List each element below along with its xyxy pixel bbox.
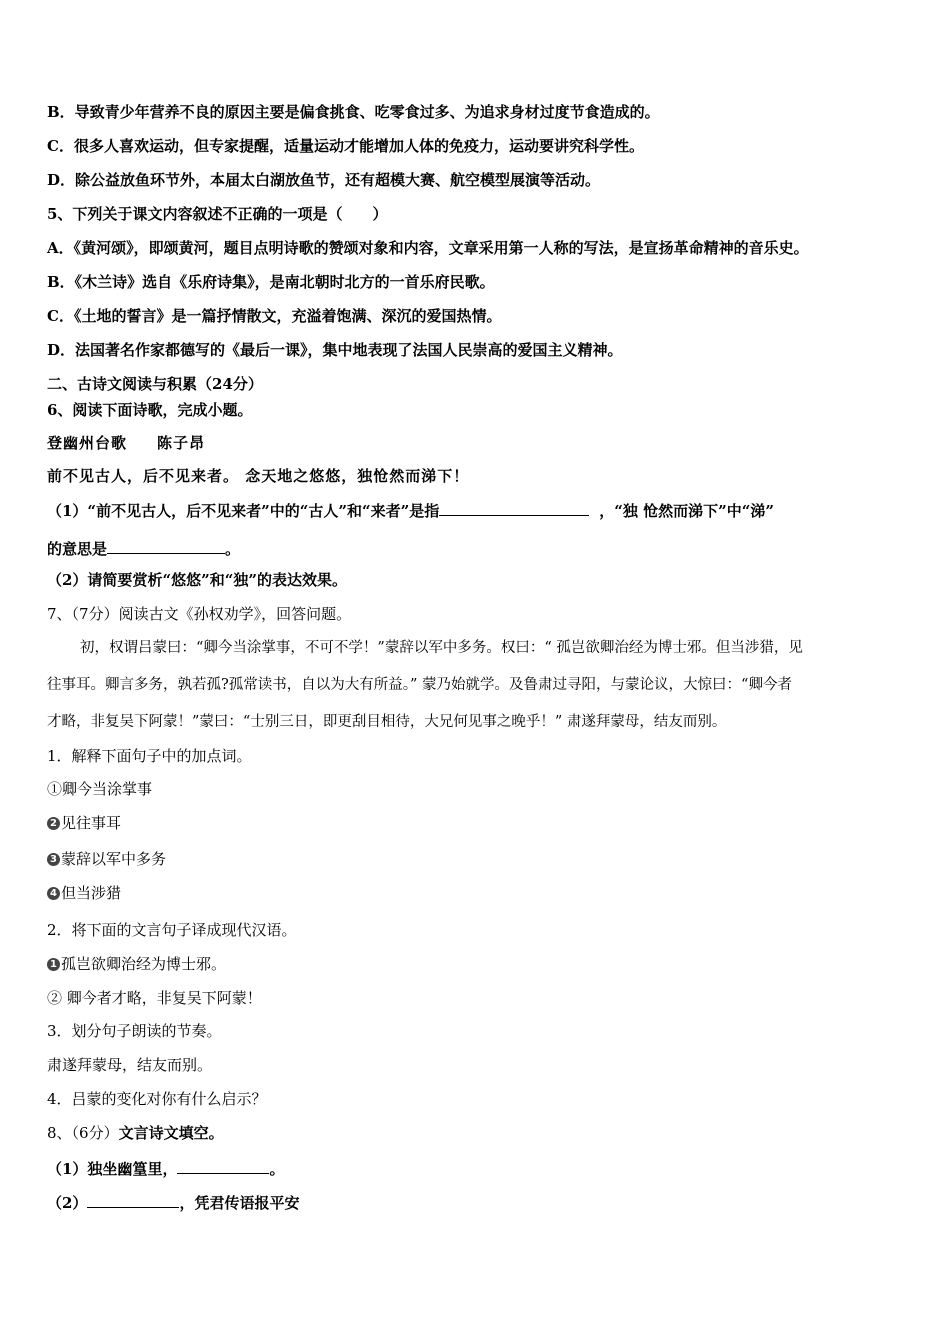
poem-author: 陈子昂 [157, 434, 206, 452]
q7-passage-line-1: 初，权谓吕蒙曰：“卿今当涂掌事，不可不学！”蒙辞以军中多务。权曰：“ 孤岂欲卿治经为博士邪。但当涉猎，见 [80, 640, 803, 656]
q8-sub1 [47, 1157, 284, 1179]
q6-sub1-line1 [47, 499, 774, 521]
q8-sub1-end: 。 [269, 1160, 285, 1178]
circled-4-icon: 4 [47, 887, 60, 900]
q8-sub2 [47, 1191, 299, 1213]
circled-3-icon: 3 [47, 853, 60, 866]
q7-task-2-item-2: ② 卿今者才略，非复吴下阿蒙！ [47, 989, 262, 1007]
q8-instruction: 文言诗文填空。 [118, 1124, 224, 1142]
q5-option-d: D．法国著名作家都德写的《最后一课》，集中地表现了法国人民崇高的爱国主义精神。 [47, 341, 623, 359]
q7-passage-line-2: 往事耳。卿言多务，孰若孤?孤常读书，自以为大有所益。” 蒙乃始就学。及鲁肃过寻阳，与蒙论议，大惊曰：“卿今者 [47, 677, 792, 693]
q7-task-2-item-1-text: 孤岂欲卿治经为博士邪。 [61, 955, 227, 973]
q8-score: 8、（6分） [47, 1124, 119, 1142]
poem-text: 前不见古人，后不见来者。 念天地之悠悠，独怆然而涕下！ [47, 467, 470, 485]
q8-answer-blank-1[interactable] [177, 1157, 269, 1174]
poem-title: 登幽州台歌 [47, 434, 128, 452]
q7-task-1: 1．解释下面句子中的加点词。 [47, 747, 252, 765]
q5-option-c: C．《土地的誓言》是一篇抒情散文，充溢着饱满、深沉的爱国热情。 [47, 307, 502, 325]
q7-task-1-item-2 [47, 813, 121, 833]
circled-1-mark: ① [47, 780, 63, 798]
circled-2-icon: 2 [47, 817, 60, 830]
q7-task-4: 4．吕蒙的变化对你有什么启示？ [47, 1090, 267, 1108]
circled-1-icon: 1 [47, 958, 60, 971]
q6-sub1-text-a: （1）“前不见古人，后不见来者”中的“古人”和“来者”是指 [47, 502, 440, 520]
q7-task-2: 2．将下面的文言句子译成现代汉语。 [47, 921, 297, 939]
section-2-title: 二、古诗文阅读与积累（24分） [47, 375, 263, 393]
q6-sub1-text-c: 的意思是 [47, 540, 108, 558]
q6-answer-blank-1[interactable] [439, 499, 589, 516]
q7-task-1-item-4-text: 但当涉猎 [61, 884, 122, 902]
q6-sub1-text-b: ，“独 怆然而涕下”中“涕” [599, 502, 774, 520]
q5-stem: 5、下列关于课文内容叙述不正确的一项是（ ） [47, 205, 388, 223]
q7-task-1-item-3 [47, 849, 166, 869]
q8-sub2-text: ，凭君传语报平安 [179, 1194, 300, 1212]
q6-sub2: （2）请简要赏析“悠悠”和“独”的表达效果。 [47, 571, 347, 589]
q7-task-1-item-2-text: 见往事耳 [61, 814, 122, 832]
q7-task-3-sentence: 肃遂拜蒙母，结友而别。 [47, 1056, 213, 1074]
q4-option-c: C．很多人喜欢运动，但专家提醒，适量运动才能增加人体的免疫力，运动要讲究科学性。 [47, 137, 644, 155]
q6-answer-blank-2[interactable] [107, 537, 225, 554]
q7-task-2-item-1 [47, 954, 226, 974]
q4-option-b: B．导致青少年营养不良的原因主要是偏食挑食、吃零食过多、为追求身材过度节食造成的。 [47, 103, 660, 121]
q5-option-a: A．《黄河颂》，即颂黄河，题目点明诗歌的赞颂对象和内容，文章采用第一人称的写法，是宣扬革命精神的音乐史。 [47, 239, 809, 257]
q7-stem: 7、（7分）阅读古文《孙权劝学》，回答问题。 [47, 605, 352, 623]
q5-option-b: B．《木兰诗》选自《乐府诗集》，是南北朝时北方的一首乐府民歌。 [47, 273, 495, 291]
q7-task-1-item-1-text: 卿今当涂掌事 [62, 780, 153, 798]
q7-task-1-item-3-text: 蒙辞以军中多务 [61, 850, 167, 868]
q6-sub1-line2 [47, 537, 240, 559]
poem-heading [47, 433, 205, 453]
q7-task-1-item-1 [47, 779, 152, 799]
q7-task-3: 3．划分句子朗读的节奏。 [47, 1022, 222, 1040]
q8-sub1-text: （1）独坐幽篁里， [47, 1160, 178, 1178]
q8-sub2-num: （2） [47, 1194, 88, 1212]
q8-stem [47, 1123, 224, 1143]
q6-stem: 6、阅读下面诗歌，完成小题。 [47, 401, 253, 419]
q8-answer-blank-2[interactable] [87, 1191, 179, 1208]
q6-sub1-text-d: 。 [225, 540, 241, 558]
q7-passage-line-3: 才略，非复吴下阿蒙！”蒙曰：“士别三日，即更刮目相待，大兄何见事之晚乎！” 肃遂拜蒙母，结友而别。 [47, 714, 727, 730]
q7-task-1-item-4 [47, 883, 121, 903]
q4-option-d: D．除公益放鱼环节外，本届太白湖放鱼节，还有超模大赛、航空模型展演等活动。 [47, 171, 601, 189]
